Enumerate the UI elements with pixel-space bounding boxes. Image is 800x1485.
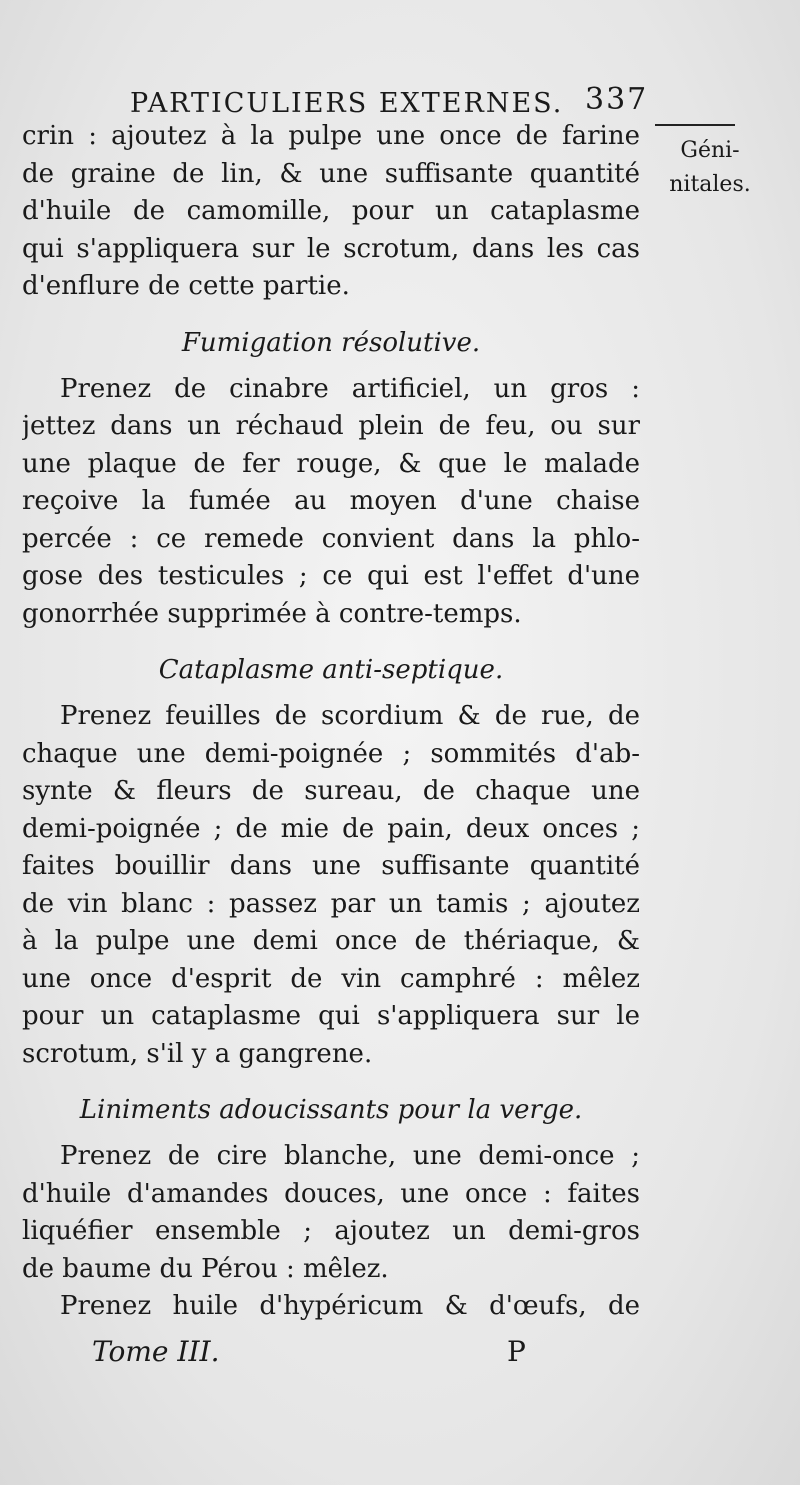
header-title: PARTICULIERS EXTERNES.: [130, 88, 564, 119]
margin-note-line: nitales.: [669, 172, 751, 197]
text-line: d'huile de camomille, pour un cataplasme: [22, 196, 640, 226]
text-line: scrotum, s'il y a gangrene.: [22, 1038, 373, 1069]
text-line: Prenez de cinabre artificiel, un gros :: [60, 373, 640, 404]
body-text: [22, 118, 640, 1326]
text-line: percée : ce remede convient dans la phlo-: [22, 523, 640, 554]
section-heading: Liniments adoucissants pour la verge.: [79, 1095, 583, 1125]
text-line: chaque une demi-poignée ; sommités d'ab-: [22, 738, 640, 769]
margin-note: [650, 134, 770, 202]
text-line: reçoive la fumée au moyen d'une chaise: [22, 486, 640, 516]
text-line: une once d'esprit de vin camphré : mêlez: [22, 963, 640, 994]
text-line: Prenez huile d'hypéricum & d'œufs, de: [60, 1291, 640, 1321]
text-line: liquéfier ensemble ; ajoutez un demi-gros: [22, 1216, 640, 1246]
text-line: gonorrhée supprimée à contre-temps.: [22, 598, 522, 629]
section-heading: Fumigation résolutive.: [181, 327, 481, 358]
text-line: Prenez feuilles de scordium & de rue, de: [60, 701, 640, 731]
text-line: demi-poignée ; de mie de pain, deux onces ;: [22, 813, 640, 844]
text-line: de baume du Pérou : mêlez.: [22, 1253, 389, 1284]
page-number: 337: [585, 82, 649, 117]
text-line: une plaque de fer rouge, & que le malade: [22, 448, 640, 479]
text-line: synte & fleurs de sureau, de chaque une: [22, 776, 640, 806]
signature-mark: P: [507, 1335, 526, 1368]
text-line: gose des testicules ; ce qui est l'effet d'une: [22, 561, 640, 591]
text-line: d'huile d'amandes douces, une once : faites: [22, 1178, 640, 1209]
text-line: à la pulpe une demi once de thériaque, &: [22, 926, 640, 956]
text-line: d'enflure de cette partie.: [22, 271, 350, 301]
text-line: pour un cataplasme qui s'appliquera sur le: [22, 1001, 640, 1031]
text-line: de vin blanc : passez par un tamis ; ajoutez: [22, 888, 640, 919]
section-heading: Cataplasme anti-septique.: [158, 655, 504, 685]
margin-rule: [655, 124, 735, 126]
text-line: qui s'appliquera sur le scrotum, dans les cas: [22, 233, 640, 264]
text-line: de graine de lin, & une suffisante quantité: [22, 158, 640, 189]
text-line: faites bouillir dans une suffisante quantité: [22, 851, 640, 881]
text-line: crin : ajoutez à la pulpe une once de farine: [22, 121, 640, 151]
margin-note-line: Géni-: [680, 138, 740, 163]
text-line: jettez dans un réchaud plein de feu, ou sur: [22, 411, 640, 441]
text-line: Prenez de cire blanche, une demi-once ;: [60, 1141, 640, 1171]
volume-label: Tome III.: [92, 1335, 220, 1368]
